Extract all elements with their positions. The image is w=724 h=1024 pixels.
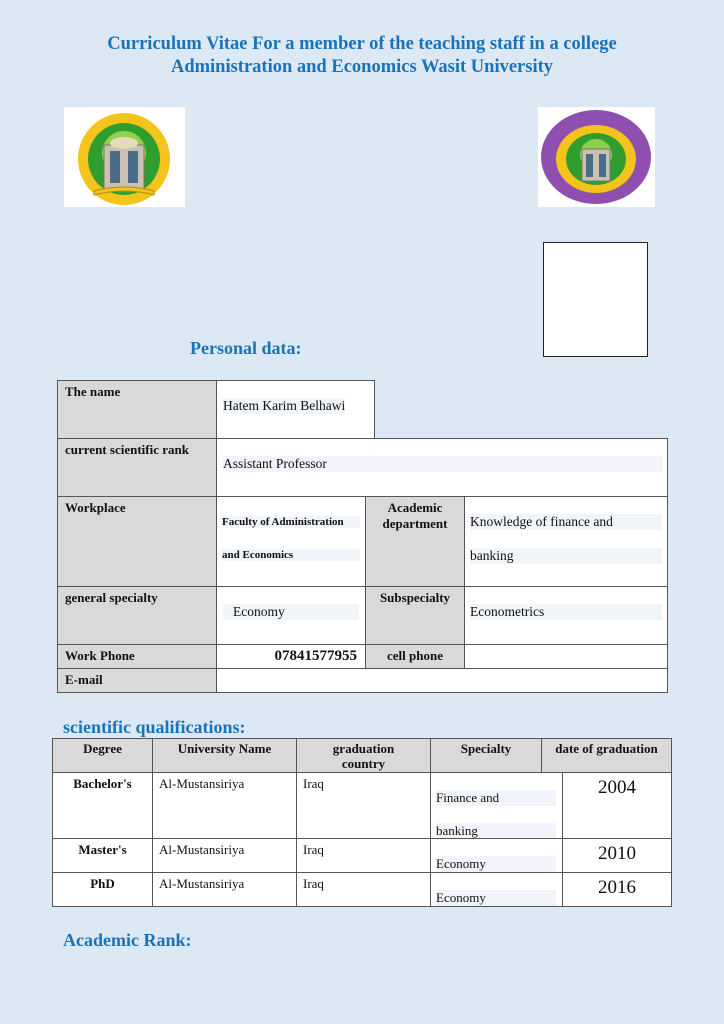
subspecialty-field	[464, 586, 668, 645]
photo-placeholder	[543, 242, 648, 357]
row2-country: Iraq	[296, 838, 431, 873]
header-university: University Name	[152, 738, 297, 773]
row3-year: 2016	[562, 872, 672, 907]
row3-university: Al-Mustansiriya	[152, 872, 297, 907]
workplace-line2: and Economics	[222, 549, 360, 561]
cv-title-line1: Curriculum Vitae For a member of the teaching staff in a college	[107, 34, 617, 54]
row2-degree: Master's	[52, 838, 153, 873]
row1-university: Al-Mustansiriya	[152, 772, 297, 839]
rank-label: current scientific rank	[57, 438, 217, 497]
email-label: E-mail	[57, 668, 217, 693]
general-specialty-label: general specialty	[57, 586, 217, 645]
workplace-line1: Faculty of Administration	[222, 516, 360, 528]
workplace-field	[216, 496, 366, 587]
general-specialty-field	[216, 586, 366, 645]
wasit-university-logo	[64, 107, 185, 207]
row3-country: Iraq	[296, 872, 431, 907]
row2-year: 2010	[562, 838, 672, 873]
department-field	[464, 496, 668, 587]
name-label: The name	[57, 380, 217, 439]
subspecialty-value: Econometrics	[470, 604, 662, 620]
rank-value: Assistant Professor	[223, 456, 663, 472]
row3-specialty	[430, 872, 563, 907]
section-scientific-qualifications: scientific qualifications:	[63, 717, 246, 737]
email-value	[216, 668, 668, 693]
cell-phone-label: cell phone	[365, 644, 465, 669]
subspecialty-label: Subspecialty	[365, 586, 465, 645]
cell-phone-value	[464, 644, 668, 669]
row1-specialty-line2: banking	[436, 823, 556, 839]
department-label	[365, 496, 465, 587]
header-graduation-date: date of graduation	[541, 738, 672, 773]
work-phone-value: 07841577955	[216, 644, 366, 669]
row2-university: Al-Mustansiriya	[152, 838, 297, 873]
section-personal-data: Personal data:	[190, 338, 302, 358]
header-country: graduation country	[296, 738, 431, 773]
header-specialty: Specialty	[430, 738, 542, 773]
work-phone-label: Work Phone	[57, 644, 217, 669]
row1-year: 2004	[562, 772, 672, 839]
department-line2: banking	[470, 548, 662, 564]
college-logo	[538, 107, 655, 207]
department-label-line1: Academic	[387, 500, 443, 515]
rank-field	[216, 438, 668, 497]
row3-degree: PhD	[52, 872, 153, 907]
header-degree: Degree	[52, 738, 153, 773]
row2-specialty-line1: Economy	[436, 856, 556, 872]
row1-specialty-line1: Finance and	[436, 790, 556, 806]
row1-specialty	[430, 772, 563, 839]
workplace-label: Workplace	[57, 496, 217, 587]
cv-title-line2: Administration and Economics Wasit University	[170, 57, 554, 77]
row3-specialty-line1: Economy	[436, 890, 556, 906]
name-field	[216, 380, 375, 439]
general-specialty-value: Economy	[223, 604, 359, 620]
row1-country: Iraq	[296, 772, 431, 839]
section-academic-rank: Academic Rank:	[63, 930, 192, 950]
row1-degree: Bachelor's	[52, 772, 153, 839]
department-line1: Knowledge of finance and	[470, 514, 662, 530]
department-label-line2: department	[382, 516, 448, 531]
row2-specialty	[430, 838, 563, 873]
name-value: Hatem Karim Belhawi	[223, 398, 346, 413]
